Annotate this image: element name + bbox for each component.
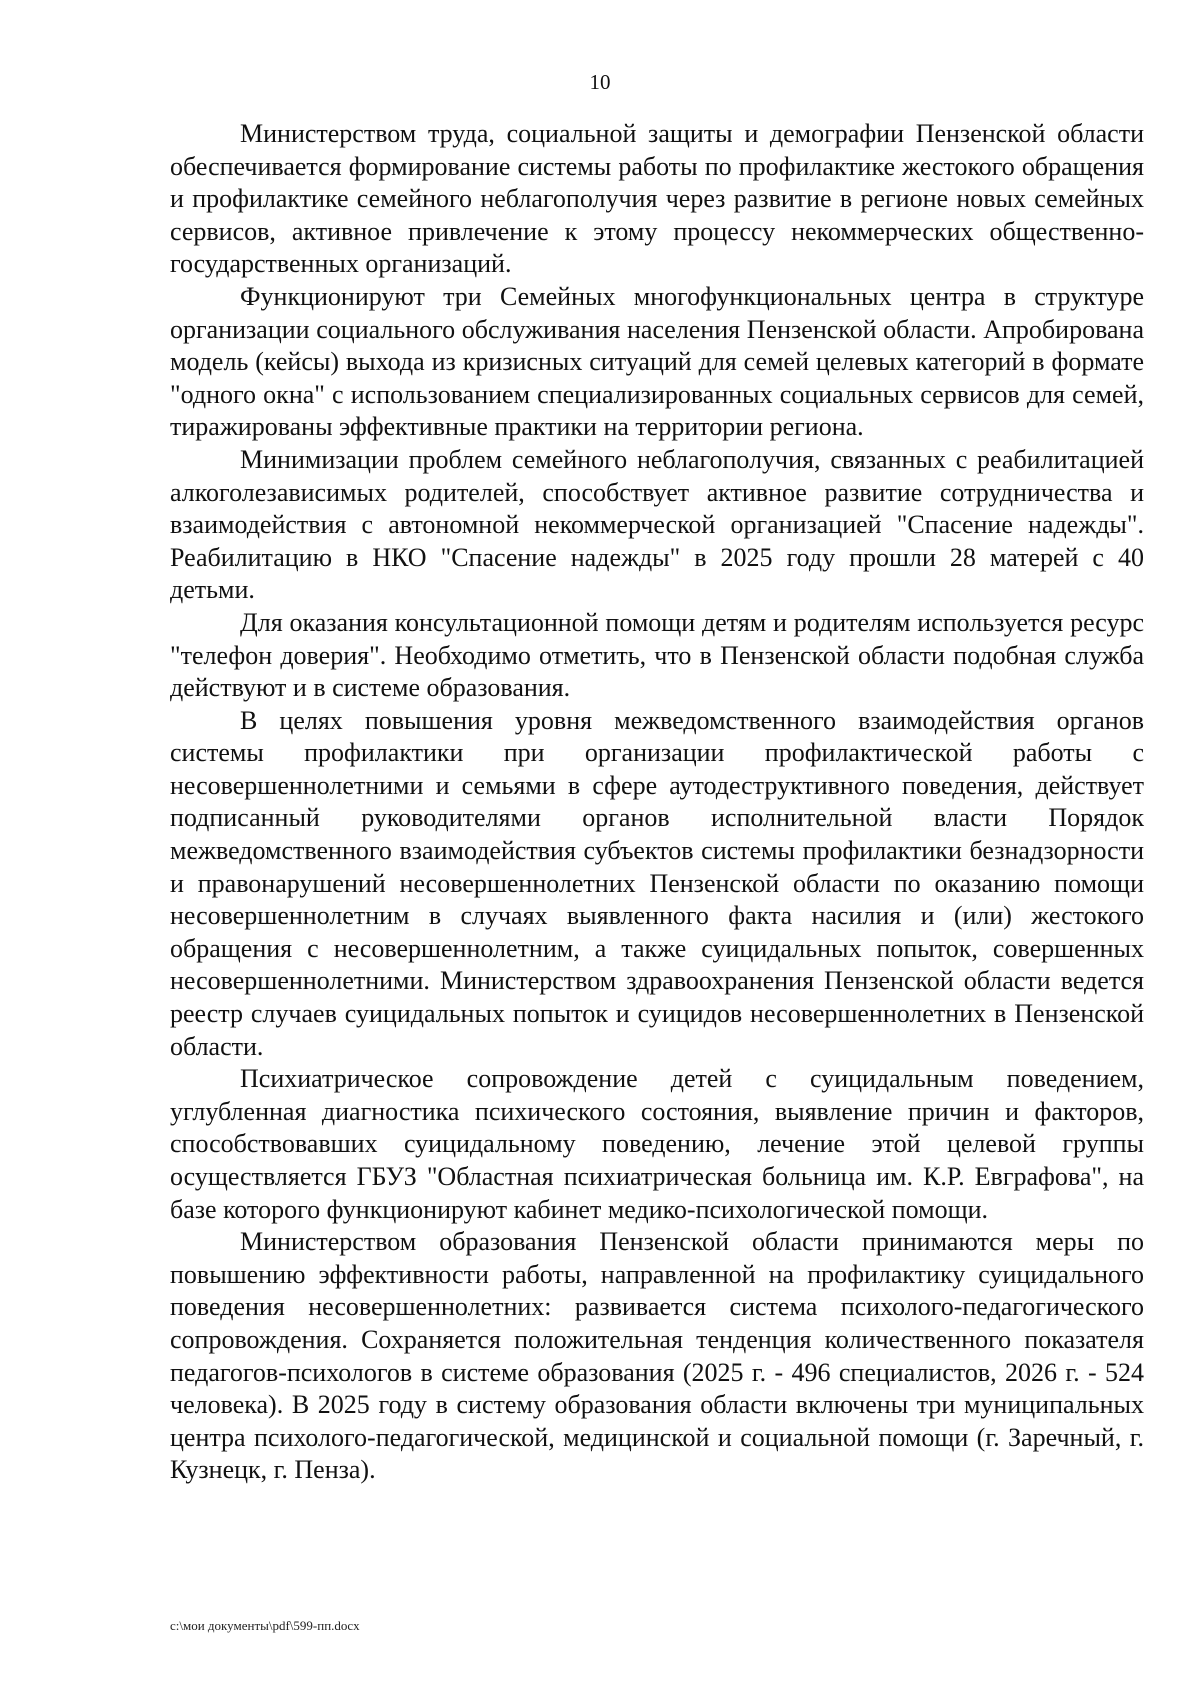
paragraph: Психиатрическое сопровождение детей с суицидальным поведением, углубленная диагностика психического состояния, выявление причин и факторов, способствовавших суицидальному поведению, лечение этой целевой группы осуществляется ГБУЗ "Областная психиатрическая больница им. К.Р. Евграфова", на базе которого функционируют кабинет медико-психологической помощи. xyxy=(170,1064,1144,1224)
paragraph: Министерством образования Пензенской области принимаются меры по повышению эффективности работы, направленной на профилактику суицидального поведения несовершеннолетних: развивается система психолого-педагогического сопровождения. Сохраняется положительная тенденция количественного показателя педагогов-психологов в системе образования (2025 г. - 496 специалистов, 2026 г. - 524 человека). В 2025 году в систему образования области включены три муниципальных центра психолого-педагогической, медицинской и социальной помощи (г. Заречный, г. Кузнецк, г. Пенза). xyxy=(170,1227,1144,1485)
paragraph: Для оказания консультационной помощи детям и родителям используется ресурс "телефон доверия". Необходимо отметить, что в Пензенской области подобная служба действуют и в системе образования. xyxy=(170,607,1144,703)
document-body xyxy=(170,118,1144,1487)
footer-file-path: c:\мои документы\pdf\599-пп.docx xyxy=(170,1618,360,1633)
paragraph: Министерством труда, социальной защиты и демографии Пензенской области обеспечивается формирование системы работы по профилактике жестокого обращения и профилактике семейного неблагополучия через развитие в регионе новых семейных сервисов, активное привлечение к этому процессу некоммерческих общественно-государственных организаций. xyxy=(170,119,1144,279)
paragraph: Функционируют три Семейных многофункциональных центра в структуре организации социального обслуживания населения Пензенской области. Апробирована модель (кейсы) выхода из кризисных ситуаций для семей целевых категорий в формате "одного окна" с использованием специализированных социальных сервисов для семей, тиражированы эффективные практики на территории региона. xyxy=(170,281,1144,442)
paragraph: Минимизации проблем семейного неблагополучия, связанных с реабилитацией алкоголезависимых родителей, способствует активное развитие сотрудничества и взаимодействия с автономной некоммерческой организацией "Спасение надежды". Реабилитацию в НКО "Спасение надежды" в 2025 году прошли 28 матерей с 40 детьми. xyxy=(170,444,1144,605)
paragraph: В целях повышения уровня межведомственного взаимодействия органов системы профилактики при организации профилактической работы с несовершеннолетними и семьями в сфере аутодеструктивного поведения, действует подписанный руководителями органов исполнительной власти Порядок межведомственного взаимодействия субъектов системы профилактики безнадзорности и правонарушений несовершеннолетних Пензенской области по оказанию помощи несовершеннолетним в случаях выявленного факта насилия и (или) жестокого обращения с несовершеннолетним, а также суицидальных попыток, совершенных несовершеннолетними. Министерством здравоохранения Пензенской области ведется реестр случаев суицидальных попыток и суицидов несовершеннолетних в Пензенской области. xyxy=(170,705,1144,1061)
page-number: 10 xyxy=(589,70,611,94)
